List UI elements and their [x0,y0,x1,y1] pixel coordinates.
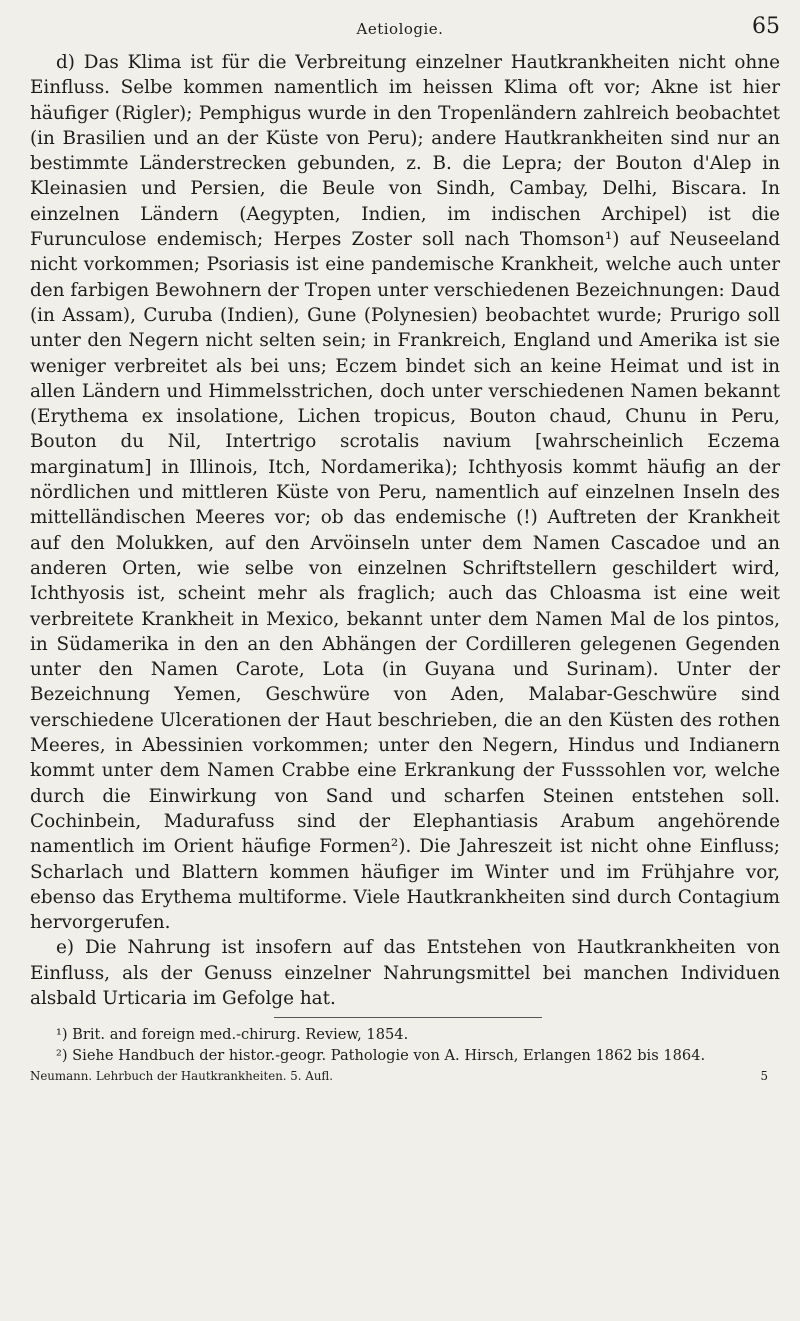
imprint-text: Neumann. Lehrbuch der Hautkrankheiten. 5. Aufl. [30,1069,334,1084]
imprint-line [30,1067,780,1085]
footnote-1: ¹) Brit. and foreign med.-chirurg. Review, 1854. [56,1026,409,1044]
paragraph-nutrition: e) Die Nahrung ist insofern auf das Entstehen von Hautkrankheiten von Einfluss, als der Genuss einzelner Nahrungsmittel bei manchen Individuen alsbald Urticaria im Gefolge hat. [30,937,780,1009]
signature-mark: 5 [760,1069,768,1084]
paragraph-climate: d) Das Klima ist für die Verbreitung einzelner Hautkrankheiten nicht ohne Einfluss. Selbe kommen namentlich im heissen Klima oft vor; Akne ist hier häufiger (Rigler); Pemphigus wurde in den Tropenländern zahlreich beobachtet (in Brasilien und an der Küste von Peru); andere Hautkrankheiten sind nur an bestimmte Länderstrecken gebunden, z. B. die Lepra; der Bouton d'Alep in Kleinasien und Persien, die Beule von Sindh, Cambay, Delhi, Biscara. In einzelnen Ländern (Aegypten, Indien, im indischen Archipel) ist die Furunculose endemisch; Herpes Zoster soll nach Thomson¹) auf Neuseeland nicht vorkommen; Psoriasis ist eine pandemische Krankheit, welche auch unter den farbigen Bewohnern der Tropen unter verschiedenen Bezeichnungen: Daud (in Assam), Curuba (Indien), Gune (Polynesien) beobachtet wurde; Prurigo soll unter den Negern nicht selten sein; in Frankreich, England und Amerika ist sie weniger verbreitet als bei uns; Eczem bindet sich an keine Heimat und ist in allen Ländern und Himmelsstrichen, doch unter verschiedenen Namen bekannt (Erythema ex insolatione, Lichen tropicus, Bouton chaud, Chunu in Peru, Bouton du Nil, Intertrigo scrotalis navium [wahrscheinlich Eczema marginatum] in Illinois, Itch, Nordamerika); Ichthyosis kommt häufig an der nördlichen und mittleren Küste von Peru, namentlich auf einzelnen Inseln des mittelländischen Meeres vor; ob das endemische (!) Auftreten der Krankheit auf den Molukken, auf den Arvöinseln unter dem Namen Cascadoe und an anderen Orten, wie selbe von einzelnen Schriftstellern geschildert wird, Ichthyosis ist, scheint mehr als fraglich; auch das Chloasma ist eine weit verbreitete Krankheit in Mexico, bekannt unter dem Namen Mal de los pintos, in Südamerika in den an den Abhängen der Cordilleren gelegenen Gegenden unter den Namen Carote, Lota (in Guyana und Surinam). Unter der Bezeichnung Yemen, Geschwüre von Aden, Malabar-Geschwüre sind verschiedene Ulcerationen der Haut beschrieben, die an den Küsten des rothen Meeres, in Abessinien vorkommen; unter den Negern, Hindus und Indianern kommt unter dem Namen Crabbe eine Erkrankung der Fusssohlen vor, welche durch die Einwirkung von Sand und scharfen Steinen entstehen soll. Cochinbein, Madurafuss sind der Elephantiasis Arabum angehörende namentlich im Orient häufige Formen²). Die Jahreszeit ist nicht ohne Einfluss; Scharlach und Blattern kommen häufiger im Winter und im Frühjahre vor, ebenso das Erythema multiforme. Viele Hautkrankheiten sind durch Contagium hervorgerufen. [30,52,780,934]
footnote-divider [274,1017,542,1018]
footnotes [30,1024,780,1066]
running-title: Aetiologie. [356,20,444,38]
page-number: 65 [752,14,780,39]
footnote-2: ²) Siehe Handbuch der histor.-geogr. Pathologie von A. Hirsch, Erlangen 1862 bis 1864. [56,1047,706,1065]
main-text [30,50,780,1085]
running-head [0,14,800,44]
